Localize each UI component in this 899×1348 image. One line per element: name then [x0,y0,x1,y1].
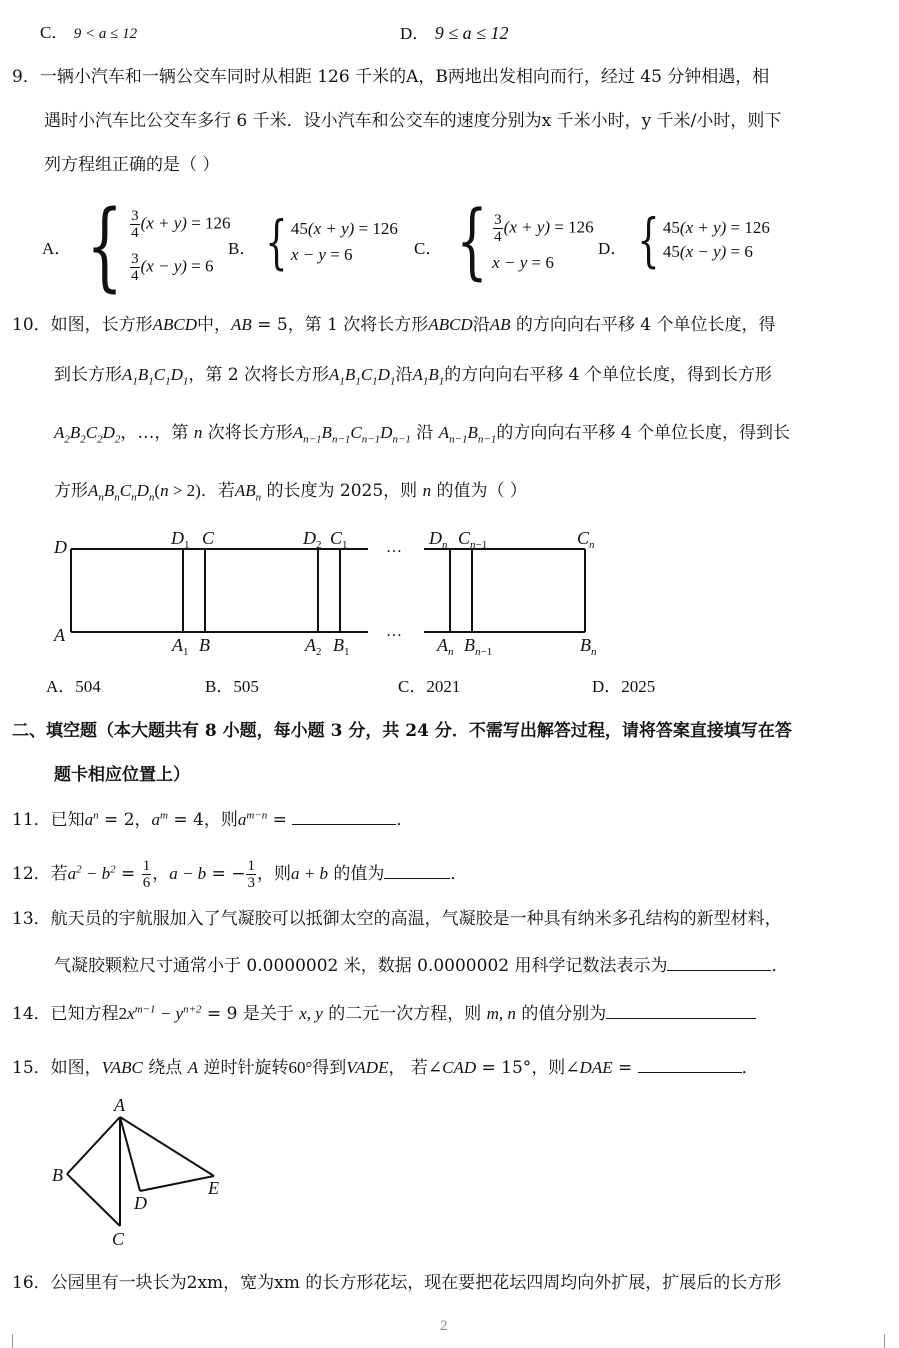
label-bn: $B_n$ [580,635,597,658]
q10-line-4: 方形$A_nB_nC_nD_n(n > 2)$．若$AB_n$ 的长度为 2025，则 n 的值为（ ） [54,481,527,504]
q9-option-d-label: D． [598,239,628,258]
text: 沿 [472,315,490,335]
equation: x − y = 6 [290,245,353,264]
answer-blank[interactable] [292,808,396,825]
brace-icon: { [637,206,660,274]
text: 的长度为 2025，则 [266,481,418,501]
q8-option-d [400,22,508,45]
text: ，则 [203,810,238,830]
text: 的方向向右平移 4 个单位长度，得 [515,315,776,335]
question-number: 15． [12,1058,51,1078]
q10-rectangle-figure [0,520,650,660]
answer-blank[interactable] [384,862,450,879]
q16 [12,1272,781,1294]
equation: 45(x + y) = 126 [290,219,398,238]
equation: $\frac{3}{4}$ (x + y) = 126 [131,208,231,241]
option-value: 2025 [621,677,656,696]
text: 沿 [395,365,413,385]
answer-blank[interactable] [667,954,771,971]
text: ． [741,1058,759,1078]
text: 到长方形 [54,365,122,385]
question-number: 12． [12,864,51,884]
label-b1: $B_1$ [333,635,350,658]
answer-blank[interactable] [606,1002,756,1019]
text: ，则 [256,864,291,884]
q12: 12．若$a^2 - b^2$ = $\frac{1}{6}$ ，a − b = − $\frac{1}{3}$ ，则a + b 的值为 ． [12,858,468,891]
text: 已知方程 [50,1004,119,1024]
equation: x − y = 6 [492,252,554,272]
text: 方形 [54,481,88,501]
text: ．若 [200,481,235,501]
q9-line-2 [44,110,781,132]
label-cn: $C_n$ [577,528,595,551]
text: 的二元一次方程，则 [328,1004,482,1024]
q15-triangle-figure [40,1090,240,1250]
q9-option-c-system [446,194,594,289]
text: 是关于 [242,1004,294,1024]
text: ，…，第 [120,423,189,443]
option-value: 2021 [426,677,461,696]
equation: 45(x − y) = 6 [662,242,753,261]
label-c: C [202,528,215,548]
text: ，第 1 次将长方形 [287,315,429,335]
text: 绕点 [148,1058,183,1078]
segment-de [140,1176,214,1191]
text: 中， [197,315,232,335]
segment-bc [67,1174,120,1226]
q9-line-1 [12,66,769,88]
text: 公园里有一块长为2xm，宽为xm 的长方形花坛，现在要把花坛四周均向外扩展，扩展后的长方形 [50,1273,782,1293]
equation: $\frac{3}{4}$ (x − y) = 6 [131,251,214,284]
label-d: D [134,1193,147,1213]
label-a: A [54,625,65,645]
option-label: B． [205,677,234,696]
question-number: 9． [12,67,40,87]
section-2-title: 二、填空题（本大题共有 8 小题，每小题 3 分，共 24 分．不需写出解答过程，请将答案直接填写在答 [12,721,792,741]
q9-option-d-system [630,206,770,274]
label-c: C [112,1229,125,1249]
text: 沿 [416,423,434,443]
option-label: D． [400,24,430,43]
q10-line-2: 到长方形$A_1B_1C_1D_1$，第 2 次将长方形$A_1B_1C_1D_1$沿$A_1B_1$的方向向右平移 4 个单位长度，得到长方形 [54,365,772,388]
label-a2: $A_2$ [305,635,322,658]
option-value: 504 [75,677,101,696]
q14: 14．已知方程$2x^{m-1} - y^{n+2} = 9$ 是关于 x, y 的二元一次方程，则 m, n 的值分别为 [12,1002,756,1025]
text: 的值为 [333,864,385,884]
ellipsis-top: … [386,539,402,556]
answer-blank[interactable] [638,1056,742,1073]
text: ， [152,864,170,884]
q10-option-c [398,676,460,698]
option-value: 505 [233,677,259,696]
text: 如图， [50,1058,102,1078]
q15: 15．如图，VABC 绕点 A 逆时针旋转60°得到VADE， 若∠CAD = 15°，则∠DAE = ． [12,1058,759,1078]
equation: $\frac{3}{4}$ (x + y) = 126 [494,211,594,245]
option-label: A． [46,677,76,696]
text: 气凝胶颗粒尺寸通常小于 0.0000002 米，数据 0.0000002 用科学记数法表示为 [54,956,668,976]
text: ． [771,956,789,976]
q10-line-3: $A_2B_2C_2D_2$，…，第 n 次将长方形$A_{n-1}B_{n-1}C_{n-1}D_{n-1}$ 沿 $A_{n-1}B_{n-1}$的方向向右平移 4 个单位长度，得到长 [54,423,790,446]
text: ，第 2 次将长方形 [188,365,330,385]
page-number: 2 [440,1318,448,1334]
text: ， [134,810,152,830]
q9-line-3 [44,154,219,176]
label-e: E [208,1178,219,1198]
label-an: $A_n$ [437,635,454,658]
label-d1: $D_1$ [171,528,190,551]
text: 次将长方形 [207,423,293,443]
label-cn-1: $C_n-1$ [458,528,488,551]
label-a1: $A_1$ [172,635,189,658]
question-text: 一辆小汽车和一辆公交车同时从相距 126 千米的A，B两地出发相向而行，经过 45 分钟相遇，相 [39,67,770,87]
question-number: 13． [12,909,51,929]
q9-option-b-label: B． [228,239,257,258]
text: ． [450,864,468,884]
q13-line-2 [54,954,788,977]
question-text: 遇时小汽车比公交车多行 6 千米．设小汽车和公交车的速度分别为x 千米小时，y 千米/小时，则下 [44,111,782,131]
question-number: 10． [12,315,51,335]
equation: 45(x + y) = 126 [662,218,770,237]
q13-line-1 [12,908,782,930]
label-bn-1: $B_n-1$ [464,635,493,658]
text: 若 [50,864,68,884]
section-2-title-cont: 题卡相应位置上） [54,765,190,785]
question-number: 11． [12,810,51,830]
question-text: 列方程组正确的是（ ） [44,155,220,175]
q11: 11．已知$a^n = 2$，$a^m = 4$，则$a^{m-n}$ = ． [12,809,414,830]
q8-option-c [40,22,137,45]
margin-mark-left [12,1334,13,1348]
text: 的值为（ ） [436,481,527,501]
question-number: 16． [12,1273,51,1293]
label-c1: $C_1$ [330,528,348,551]
brace-icon: { [456,194,488,289]
text: 航天员的宇航服加入了气凝胶可以抵御太空的高温，气凝胶是一种具有纳米多孔结构的新型材料， [50,909,782,929]
q10-option-b [205,676,259,698]
segment-ab [67,1117,120,1174]
text: 的值分别为 [521,1004,607,1024]
option-label: C． [40,23,69,42]
text: 如图，长方形 [50,315,153,335]
label-b: B [52,1165,63,1185]
q10-option-d [592,676,655,698]
option-expr: 9 ≤ a ≤ 12 [434,23,509,43]
option-label: C． [398,677,427,696]
margin-mark-right [884,1334,885,1348]
label-a: A [114,1095,125,1115]
ellipsis-bottom: … [386,623,402,640]
option-label: D． [592,677,622,696]
text: ，则 [531,1058,566,1078]
brace-icon: { [265,208,288,276]
q9-option-c-label: C． [414,239,443,258]
text: 已知 [50,810,85,830]
text: 逆时针旋转 [203,1058,289,1078]
question-number: 14． [12,1004,51,1024]
q10-option-a [46,676,101,698]
option-expr: 9 < a ≤ 12 [73,26,138,42]
text: 得到 [312,1058,347,1078]
text: 的方向向右平移 4 个单位长度，得到长方形 [444,365,772,385]
q9-option-b-system [258,208,398,276]
text: ． [396,810,414,830]
label-d: D [54,537,67,557]
label-d2: $D_2$ [303,528,322,551]
label-b: B [199,635,210,655]
q9-option-a-system [74,190,231,302]
brace-icon: { [86,190,123,302]
text: 的方向向右平移 4 个单位长度，得到长 [496,423,790,443]
text: ， 若 [388,1058,428,1078]
q9-option-a-label: A． [42,239,72,258]
q10-line-1: 10．如图，长方形ABCD中，AB = 5，第 1 次将长方形ABCD沿AB 的方向向右平移 4 个单位长度，得 [12,315,776,335]
label-dn: $D_n$ [429,528,448,551]
